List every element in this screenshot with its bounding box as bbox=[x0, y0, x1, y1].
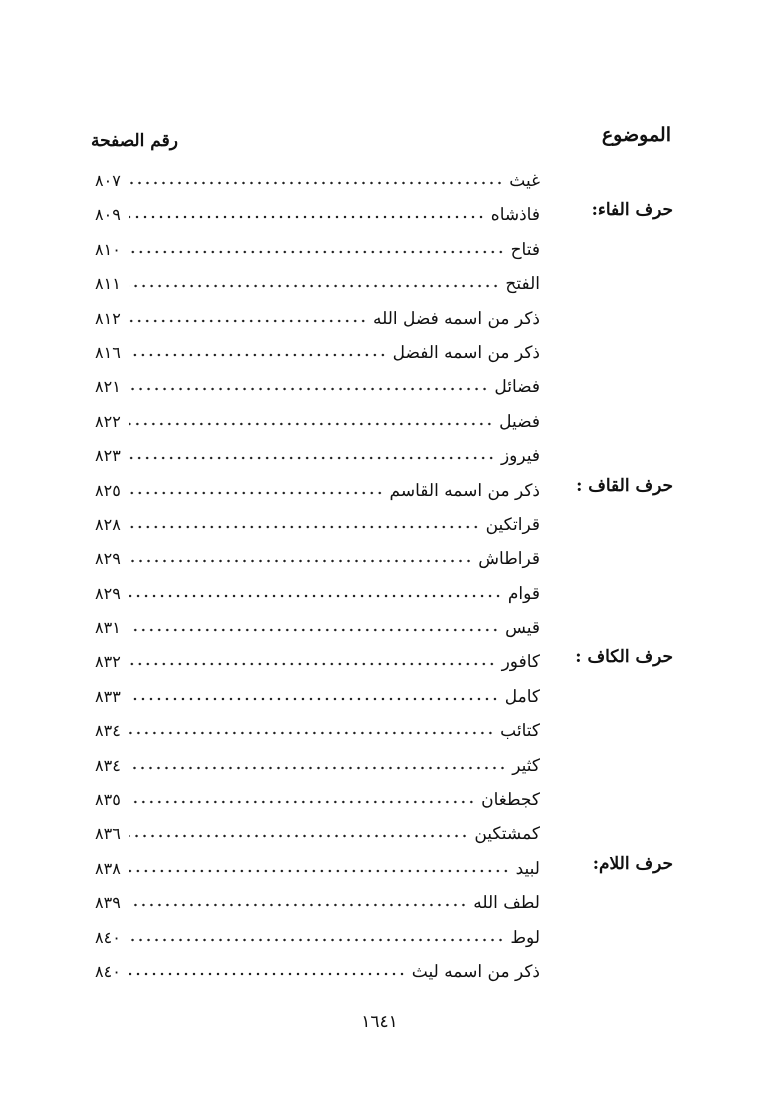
entry-page-number: ٨١١ bbox=[95, 274, 121, 294]
entry-title: فيروز bbox=[500, 446, 540, 467]
entry-page-number: ٨٢٥ bbox=[95, 480, 121, 500]
entry-page-number: ٨٤٠ bbox=[95, 927, 121, 947]
entry-page-number: ٨٣٢ bbox=[95, 652, 121, 672]
entry-title: كثير bbox=[512, 755, 540, 776]
entry-page-number: ٨٢٨ bbox=[95, 514, 121, 534]
index-row bbox=[0, 403, 759, 437]
entry-line bbox=[95, 783, 540, 813]
dot-leader bbox=[129, 696, 499, 702]
entry-title: فضائل bbox=[494, 377, 540, 398]
entry-title: ذكر من اسمه القاسم bbox=[389, 480, 540, 501]
entry-title: فتاح bbox=[510, 239, 540, 260]
index-row bbox=[0, 815, 759, 849]
entry-line bbox=[95, 955, 540, 985]
entry-title: كمشتكين bbox=[474, 824, 540, 845]
entry-line bbox=[95, 336, 540, 366]
dot-leader bbox=[129, 490, 384, 496]
entry-line bbox=[95, 439, 540, 469]
entry-page-number: ٨٤٠ bbox=[95, 961, 121, 981]
entry-page-number: ٨١٦ bbox=[95, 342, 121, 362]
entry-line bbox=[95, 577, 540, 607]
index-row bbox=[0, 678, 759, 712]
entry-page-number: ٨٠٩ bbox=[95, 205, 121, 225]
entry-title: فاذشاه bbox=[490, 205, 540, 226]
entry-title: قراتكين bbox=[485, 514, 540, 535]
dot-leader bbox=[129, 558, 473, 564]
index-row bbox=[0, 884, 759, 918]
entry-title: كامل bbox=[504, 686, 540, 707]
entry-line bbox=[95, 886, 540, 916]
entry-line bbox=[95, 302, 540, 332]
dot-leader bbox=[129, 868, 510, 874]
index-row bbox=[0, 334, 759, 368]
entry-line bbox=[95, 714, 540, 744]
entry-title: ذكر من اسمه فضل الله bbox=[372, 308, 540, 329]
letter-section-label: حرف القاف : bbox=[576, 475, 673, 496]
index-row bbox=[0, 540, 759, 574]
index-row bbox=[0, 162, 759, 196]
entry-line bbox=[95, 233, 540, 263]
index-row bbox=[0, 919, 759, 953]
entry-title: كتائب bbox=[500, 721, 540, 742]
entry-line bbox=[95, 267, 540, 297]
index-row bbox=[0, 609, 759, 643]
dot-leader bbox=[129, 214, 485, 220]
entry-page-number: ٨١٢ bbox=[95, 308, 121, 328]
entry-page-number: ٨٣٩ bbox=[95, 893, 121, 913]
entry-title: قراطاش bbox=[478, 549, 540, 570]
index-row bbox=[0, 265, 759, 299]
entry-line bbox=[95, 852, 540, 882]
dot-leader bbox=[129, 765, 506, 771]
dot-leader bbox=[129, 455, 495, 461]
dot-leader bbox=[129, 902, 467, 908]
index-row bbox=[0, 506, 759, 540]
entry-page-number: ٨٢١ bbox=[95, 377, 121, 397]
entry-title: لوط bbox=[510, 927, 540, 948]
entry-page-number: ٨٢٣ bbox=[95, 446, 121, 466]
dot-leader bbox=[129, 833, 469, 839]
entry-title: كجطغان bbox=[481, 790, 540, 811]
letter-section-label: حرف الفاء: bbox=[591, 200, 673, 221]
entry-title: ذكر من اسمه الفضل bbox=[392, 342, 540, 363]
dot-leader bbox=[129, 421, 493, 427]
page-number-column-header: رقم الصفحة bbox=[91, 131, 178, 151]
dot-leader bbox=[129, 799, 475, 805]
entry-page-number: ٨٣٤ bbox=[95, 755, 121, 775]
dot-leader bbox=[129, 524, 480, 530]
entry-title: لطف الله bbox=[473, 893, 540, 914]
entry-page-number: ٨٣٤ bbox=[95, 721, 121, 741]
dot-leader bbox=[129, 386, 489, 392]
index-entries bbox=[0, 162, 759, 987]
index-row bbox=[0, 747, 759, 781]
entry-line bbox=[95, 542, 540, 572]
entry-line bbox=[95, 921, 540, 951]
index-row bbox=[0, 781, 759, 815]
entry-line bbox=[95, 508, 540, 538]
dot-leader bbox=[129, 730, 494, 736]
dot-leader bbox=[129, 937, 505, 943]
entry-page-number: ٨٢٢ bbox=[95, 411, 121, 431]
entry-title: قوام bbox=[507, 583, 540, 604]
entry-page-number: ٨١٠ bbox=[95, 239, 121, 259]
index-row bbox=[0, 712, 759, 746]
page-footer-number: ١٦٤١ bbox=[361, 1012, 398, 1032]
index-row bbox=[0, 643, 759, 677]
index-row bbox=[0, 472, 759, 506]
dot-leader bbox=[129, 352, 387, 358]
dot-leader bbox=[129, 627, 499, 633]
entry-page-number: ٨٣٣ bbox=[95, 686, 121, 706]
dot-leader bbox=[129, 249, 505, 255]
entry-page-number: ٨٣٨ bbox=[95, 858, 121, 878]
dot-leader bbox=[129, 283, 500, 289]
entry-page-number: ٨٠٧ bbox=[95, 171, 121, 190]
letter-section-label: حرف الكاف : bbox=[575, 647, 673, 668]
dot-leader bbox=[129, 593, 502, 599]
letter-section-label: حرف اللام: bbox=[592, 853, 673, 874]
entry-title: ذكر من اسمه ليث bbox=[411, 961, 540, 982]
entry-line bbox=[95, 680, 540, 710]
entry-line bbox=[95, 645, 540, 675]
entry-title: كافور bbox=[501, 652, 540, 673]
index-row bbox=[0, 300, 759, 334]
entry-title: الفتح bbox=[505, 274, 540, 295]
dot-leader bbox=[129, 661, 496, 667]
index-row bbox=[0, 575, 759, 609]
entry-line bbox=[95, 611, 540, 641]
entry-page-number: ٨٣٥ bbox=[95, 790, 121, 810]
entry-page-number: ٨٣٦ bbox=[95, 824, 121, 844]
entry-line bbox=[95, 817, 540, 847]
entry-title: غيث bbox=[509, 171, 540, 191]
entry-line bbox=[95, 370, 540, 400]
entry-title: فضيل bbox=[499, 411, 540, 432]
topic-column-header: الموضوع bbox=[601, 124, 671, 146]
index-row bbox=[0, 368, 759, 402]
entry-page-number: ٨٣١ bbox=[95, 618, 121, 638]
entry-line bbox=[95, 405, 540, 435]
index-row bbox=[0, 196, 759, 230]
entry-line bbox=[95, 198, 540, 228]
entry-title: لبيد bbox=[515, 858, 540, 879]
entry-page-number: ٨٢٩ bbox=[95, 583, 121, 603]
index-row bbox=[0, 437, 759, 471]
dot-leader bbox=[129, 318, 367, 324]
index-row bbox=[0, 231, 759, 265]
entry-line bbox=[95, 749, 540, 779]
entry-title: قيس bbox=[505, 618, 540, 639]
entry-line bbox=[95, 474, 540, 504]
dot-leader bbox=[129, 971, 406, 977]
entry-page-number: ٨٢٩ bbox=[95, 549, 121, 569]
index-row bbox=[0, 953, 759, 987]
index-row bbox=[0, 850, 759, 884]
entry-line bbox=[95, 164, 540, 194]
dot-leader bbox=[129, 180, 504, 186]
